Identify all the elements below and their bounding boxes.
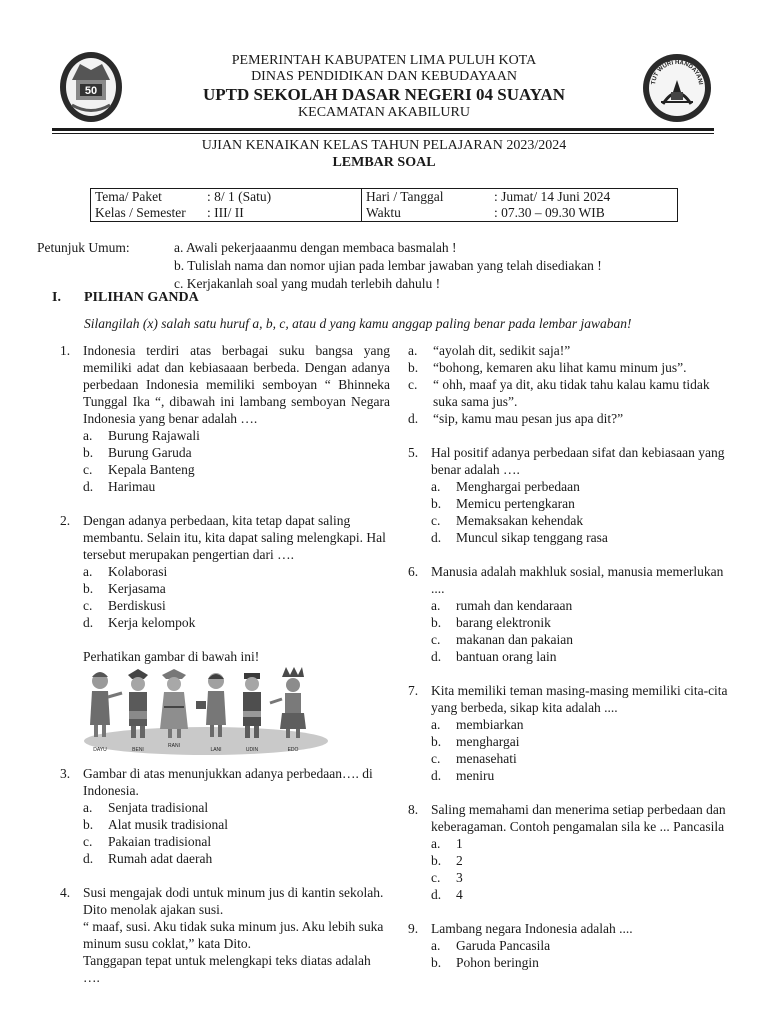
option: [408, 529, 728, 546]
option-text: Menghargai perbedaan: [456, 479, 580, 494]
option-text: Memicu pertengkaran: [456, 496, 575, 511]
figure-name-label: RANI: [168, 743, 180, 749]
option-text: 3: [456, 870, 463, 885]
option-text: 4: [456, 887, 463, 902]
option-letter: c.: [431, 513, 441, 528]
petunjuk-item-c: c. Kerjakanlah soal yang mudah terlebih dahulu !: [174, 276, 441, 291]
option-letter: b.: [431, 615, 442, 630]
option: [408, 733, 728, 750]
figure-intro: Perhatikan gambar di bawah ini!: [83, 649, 260, 664]
option-text: Harimau: [108, 479, 156, 494]
option-letter: d.: [83, 851, 94, 866]
section-number: I.: [52, 290, 61, 305]
header-divider-thin: [52, 133, 714, 134]
exam-info-table: [90, 188, 678, 222]
option-text: Rumah adat daerah: [108, 851, 213, 866]
question-text: Saling memahami dan menerima setiap perbedaan dan keberagaman. Contoh pengamalan sila ke ... Pancasila: [431, 802, 726, 834]
question-text: Susi mengajak dodi untuk minum jus di kantin sekolah. Dito menolak ajakan susi.: [83, 885, 384, 917]
option: [408, 937, 728, 954]
option-letter: d.: [431, 768, 442, 783]
option-text: meniru: [456, 768, 495, 783]
question-number: 7.: [408, 683, 419, 698]
option-text: Berdiskusi: [108, 598, 166, 613]
option-letter: b.: [83, 581, 94, 596]
option: [60, 427, 390, 444]
option: [408, 750, 728, 767]
option-text: Kerjasama: [108, 581, 166, 596]
option-letter: a.: [431, 938, 441, 953]
option: [60, 833, 390, 850]
option-text: “bohong, kemaren aku lihat kamu minum jus”.: [433, 360, 687, 375]
exam-title: UJIAN KENAIKAN KELAS TAHUN PELAJARAN 2023/2024: [201, 138, 567, 153]
question-number: 5.: [408, 445, 419, 460]
option-text: Alat musik tradisional: [108, 817, 228, 832]
section-title: PILIHAN GANDA: [84, 290, 199, 305]
option-text: Burung Rajawali: [108, 428, 200, 443]
option: [60, 580, 390, 597]
option: [60, 799, 390, 816]
question-number: 3.: [60, 766, 71, 781]
question-7: [408, 682, 728, 716]
option-letter: a.: [431, 598, 441, 613]
option-text: “ ohh, maaf ya dit, aku tidak tahu kalau kamu tidak suka sama jus”.: [433, 377, 710, 409]
petunjuk-item-a: a. Awali pekerjaaanmu dengan membaca basmalah !: [174, 240, 457, 255]
figure-person-rani: [160, 669, 188, 738]
option-text: menghargai: [456, 734, 520, 749]
question-number: 9.: [408, 921, 419, 936]
option: [408, 478, 728, 495]
option: [60, 850, 390, 867]
option-letter: a.: [431, 479, 441, 494]
figure-name-label: LANI: [210, 747, 222, 753]
question-dialogue: “ maaf, susi. Aku tidak suka minum jus. Aku lebih suka minum susu coklat,” kata Dito.: [83, 919, 384, 951]
figure-person-dayu: [90, 672, 122, 737]
hari-label: Hari / Tanggal: [366, 189, 444, 204]
tut-wuri-logo-text: TUT WURI HANDAYANI: [650, 59, 703, 86]
figure-name-label: EDO: [287, 747, 299, 753]
option: [408, 410, 728, 427]
option-text: Pohon beringin: [456, 955, 539, 970]
option-letter: b.: [83, 817, 94, 832]
question-number: 1.: [60, 343, 71, 358]
question-9: [408, 920, 728, 937]
figure-name-label: UDIN: [245, 747, 259, 753]
question-8: [408, 801, 728, 835]
question-text: Hal positif adanya perbedaan sifat dan kebiasaan yang benar adalah ….: [431, 445, 725, 477]
question-number: 2.: [60, 513, 71, 528]
header-school-name: UPTD SEKOLAH DASAR NEGERI 04 SUAYAN: [203, 85, 565, 104]
info-left-cell: [91, 189, 362, 222]
option-text: Burung Garuda: [108, 445, 192, 460]
option: [408, 648, 728, 665]
option-text: Kolaborasi: [108, 564, 168, 579]
option-text: Kerja kelompok: [108, 615, 196, 630]
option-letter: a.: [83, 800, 93, 815]
option-letter: d.: [83, 615, 94, 630]
option: [408, 835, 728, 852]
option: [408, 869, 728, 886]
question-1: [60, 342, 390, 427]
question-text: Manusia adalah makhluk sosial, manusia memerlukan ....: [431, 564, 724, 596]
option-text: membiarkan: [456, 717, 524, 732]
traditional-clothing-figure: [82, 667, 330, 757]
option: [408, 954, 728, 971]
option-letter: b.: [431, 955, 442, 970]
header-divider-thick: [52, 128, 714, 131]
option-text: menasehati: [456, 751, 517, 766]
option-letter: a.: [431, 836, 441, 851]
option: [408, 886, 728, 903]
question-text: Gambar di atas menunjukkan adanya perbedaan…. di Indonesia.: [83, 766, 373, 798]
option-text: barang elektronik: [456, 615, 551, 630]
option: [408, 495, 728, 512]
figure-person-beni: [128, 669, 148, 738]
option-text: bantuan orang lain: [456, 649, 557, 664]
right-column: [408, 342, 728, 971]
figure-name-label: BENI: [132, 747, 144, 753]
option-letter: d.: [431, 530, 442, 545]
regency-logo: [58, 50, 124, 124]
question-number: 4.: [60, 885, 71, 900]
option-letter: b.: [431, 496, 442, 511]
option-letter: c.: [431, 632, 441, 647]
option-text: Memaksakan kehendak: [456, 513, 584, 528]
tema-label: Tema/ Paket: [95, 189, 162, 204]
option-text: Pakaian tradisional: [108, 834, 212, 849]
section-instruction: Silangilah (x) salah satu huruf a, b, c, atau d yang kamu anggap paling benar pada lembar jawaban!: [84, 316, 632, 331]
kelas-value: : III/ II: [207, 205, 244, 220]
tema-value: : 8/ 1 (Satu): [207, 189, 272, 204]
option-letter: a.: [83, 428, 93, 443]
option-text: Kepala Banteng: [108, 462, 195, 477]
figure-name-label: DAYU: [93, 747, 107, 753]
option-letter: a.: [83, 564, 93, 579]
figure-person-edo: [270, 667, 306, 738]
option-text: 1: [456, 836, 463, 851]
option-letter: a.: [408, 343, 418, 358]
option-letter: c.: [83, 598, 93, 613]
option-letter: d.: [431, 649, 442, 664]
option: [408, 716, 728, 733]
question-2: [60, 512, 390, 563]
option-text: Muncul sikap tenggang rasa: [456, 530, 608, 545]
question-text: Kita memiliki teman masing-masing memiliki cita-cita yang berbeda, sikap kita adalah ....: [431, 683, 728, 715]
option-letter: d.: [83, 479, 94, 494]
option-letter: d.: [431, 887, 442, 902]
option-letter: b.: [83, 445, 94, 460]
question-6: [408, 563, 728, 597]
question-4: [60, 884, 390, 986]
kelas-label: Kelas / Semester: [95, 205, 186, 220]
option-text: “sip, kamu mau pesan jus apa dit?”: [433, 411, 624, 426]
option-text: “ayolah dit, sedikit saja!”: [433, 343, 571, 358]
header-department: DINAS PENDIDIKAN DAN KEBUDAYAAN: [251, 69, 517, 84]
option: [408, 342, 728, 359]
option-letter: a.: [431, 717, 441, 732]
header-district: KECAMATAN AKABILURU: [298, 105, 470, 120]
option: [408, 614, 728, 631]
question-text: Indonesia terdiri atas berbagai suku bangsa yang memiliki adat dan kebiasaaan berbeda. Dengan adanya perbedaan Indonesia memiliki semboyan “ Bhinneka Tunggal Ika “, dibawah ini lambang semboyan Negara Indonesia yang benar adalah ….: [83, 343, 390, 426]
option: [408, 631, 728, 648]
waktu-value: : 07.30 – 09.30 WIB: [494, 205, 605, 220]
option-letter: c.: [83, 834, 93, 849]
option-letter: c.: [408, 377, 418, 392]
question-3: [60, 765, 390, 799]
option: [60, 614, 390, 631]
option: [408, 512, 728, 529]
question-number: 6.: [408, 564, 419, 579]
petunjuk-item-b: b. Tulislah nama dan nomor ujian pada lembar jawaban yang telah disediakan !: [174, 258, 602, 273]
header-government: PEMERINTAH KABUPATEN LIMA PULUH KOTA: [231, 53, 537, 68]
option-letter: c.: [83, 462, 93, 477]
traditional-clothing-illustration: [82, 667, 330, 757]
waktu-label: Waktu: [366, 205, 401, 220]
option-letter: b.: [408, 360, 419, 375]
option-letter: b.: [431, 853, 442, 868]
option: [60, 563, 390, 580]
option: [60, 597, 390, 614]
option: [408, 597, 728, 614]
option: [408, 767, 728, 784]
option-text: Senjata tradisional: [108, 800, 209, 815]
option-letter: c.: [431, 751, 441, 766]
option: [408, 359, 728, 376]
left-column: [60, 342, 390, 986]
option: [408, 376, 728, 410]
petunjuk-label: Petunjuk Umum:: [37, 240, 130, 255]
option: [60, 444, 390, 461]
option-letter: d.: [408, 411, 419, 426]
option-text: makanan dan pakaian: [456, 632, 573, 647]
option: [60, 461, 390, 478]
regency-logo-number: 50: [84, 85, 98, 97]
tut-wuri-handayani-logo: [641, 52, 713, 124]
question-prompt: Tanggapan tepat untuk melengkapi teks diatas adalah ….: [83, 953, 371, 985]
question-text: Lambang negara Indonesia adalah ....: [431, 921, 633, 936]
hari-value: : Jumat/ 14 Juni 2024: [494, 189, 611, 204]
option: [408, 852, 728, 869]
option: [60, 816, 390, 833]
option-letter: b.: [431, 734, 442, 749]
question-5: [408, 444, 728, 478]
option: [60, 478, 390, 495]
option-text: 2: [456, 853, 463, 868]
info-right-cell: [362, 189, 678, 222]
option-letter: c.: [431, 870, 441, 885]
option-text: rumah dan kendaraan: [456, 598, 573, 613]
question-number: 8.: [408, 802, 419, 817]
exam-subtitle: LEMBAR SOAL: [332, 155, 436, 170]
question-text: Dengan adanya perbedaan, kita tetap dapat saling membantu. Selain itu, kita dapat saling melengkapi. Hal tersebut merupakan pengertian dari ….: [83, 513, 386, 562]
option-text: Garuda Pancasila: [456, 938, 551, 953]
